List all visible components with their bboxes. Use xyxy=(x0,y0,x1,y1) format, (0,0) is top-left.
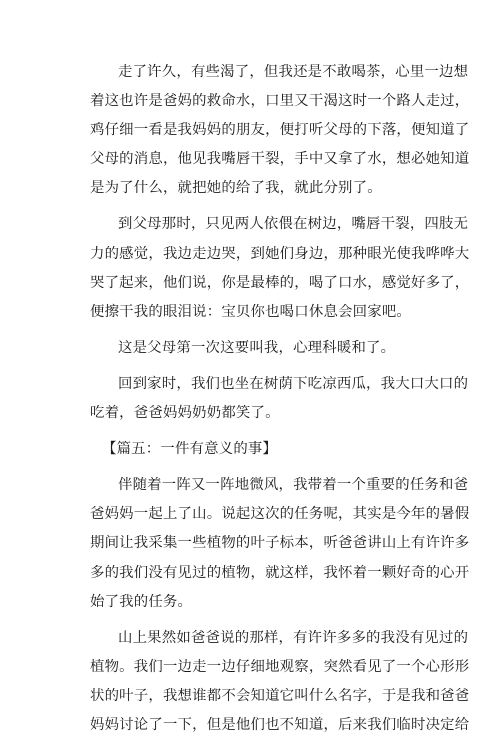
text-line: 到父母那时，只见两人依偎在树边，嘴唇干裂，四肢无 xyxy=(118,216,469,233)
text-line: 走了许久，有些渴了，但我还是不敢喝茶，心里一边想 xyxy=(118,64,469,80)
text-line: 鸡仔细一看是我妈妈的朋友，便打听父母的下落，便知道了 xyxy=(90,122,470,139)
paragraph-6 xyxy=(90,624,470,740)
paragraph-5 xyxy=(90,471,470,616)
text-line: 始了我的任务。 xyxy=(90,593,193,610)
text-line: 便擦干我的眼泪说：宝贝你也喝口休息会回家吧。 xyxy=(90,303,411,320)
text-line: 爸妈妈一起上了山。说起这次的任务呢，其实是今年的暑假 xyxy=(90,506,470,523)
text-line: 妈妈讨论了一下，但是他们也不知道，后来我们临时决定给 xyxy=(90,716,470,733)
paragraph-2 xyxy=(90,210,470,326)
text-line: 伴随着一阵又一阵地微风，我带着一个重要的任务和爸 xyxy=(118,477,469,494)
paragraph-3 xyxy=(90,334,435,363)
document-page xyxy=(90,58,470,747)
text-line: 回到家时，我们也坐在树荫下吃凉西瓜，我大口大口的 xyxy=(118,375,469,392)
text-line: 山上果然如爸爸说的那样，有许许多多的我没有见过的 xyxy=(118,629,469,646)
text-line: 期间让我采集一些植物的叶子标本，听爸爸讲山上有许许多 xyxy=(90,535,470,552)
text-line: 这是父母第一次这要叫我，心理科暖和了。 xyxy=(118,339,396,356)
paragraph-1 xyxy=(90,58,470,203)
text-line: 是为了什么，就把她的给了我，就此分别了。 xyxy=(90,180,382,197)
text-line: 状的叶子，我想谁都不会知道它叫什么名字，于是我和爸爸 xyxy=(90,687,470,704)
text-line: 吃着，爸爸妈妈奶奶都笑了。 xyxy=(90,405,280,422)
section-heading: 【篇五：一件有意义的事】 xyxy=(102,441,278,458)
text-line: 父母的消息，他见我嘴唇干裂，手中又拿了水，想必她知道 xyxy=(90,151,470,168)
text-line: 力的感觉，我边走边哭，到她们身边，那种眼光使我哗哗大 xyxy=(90,245,470,262)
text-line: 着这也许是爸妈的救命水，口里又干渴这时一个路人走过， xyxy=(90,93,470,110)
text-line: 植物。我们一边走一边仔细地观察，突然看见了一个心形形 xyxy=(90,658,470,675)
text-line: 多的我们没有见过的植物，就这样，我怀着一颗好奇的心开 xyxy=(90,564,470,581)
paragraph-4 xyxy=(90,370,469,428)
text-line: 哭了起来，他们说，你是最棒的，喝了口水，感觉好多了， xyxy=(90,274,470,291)
